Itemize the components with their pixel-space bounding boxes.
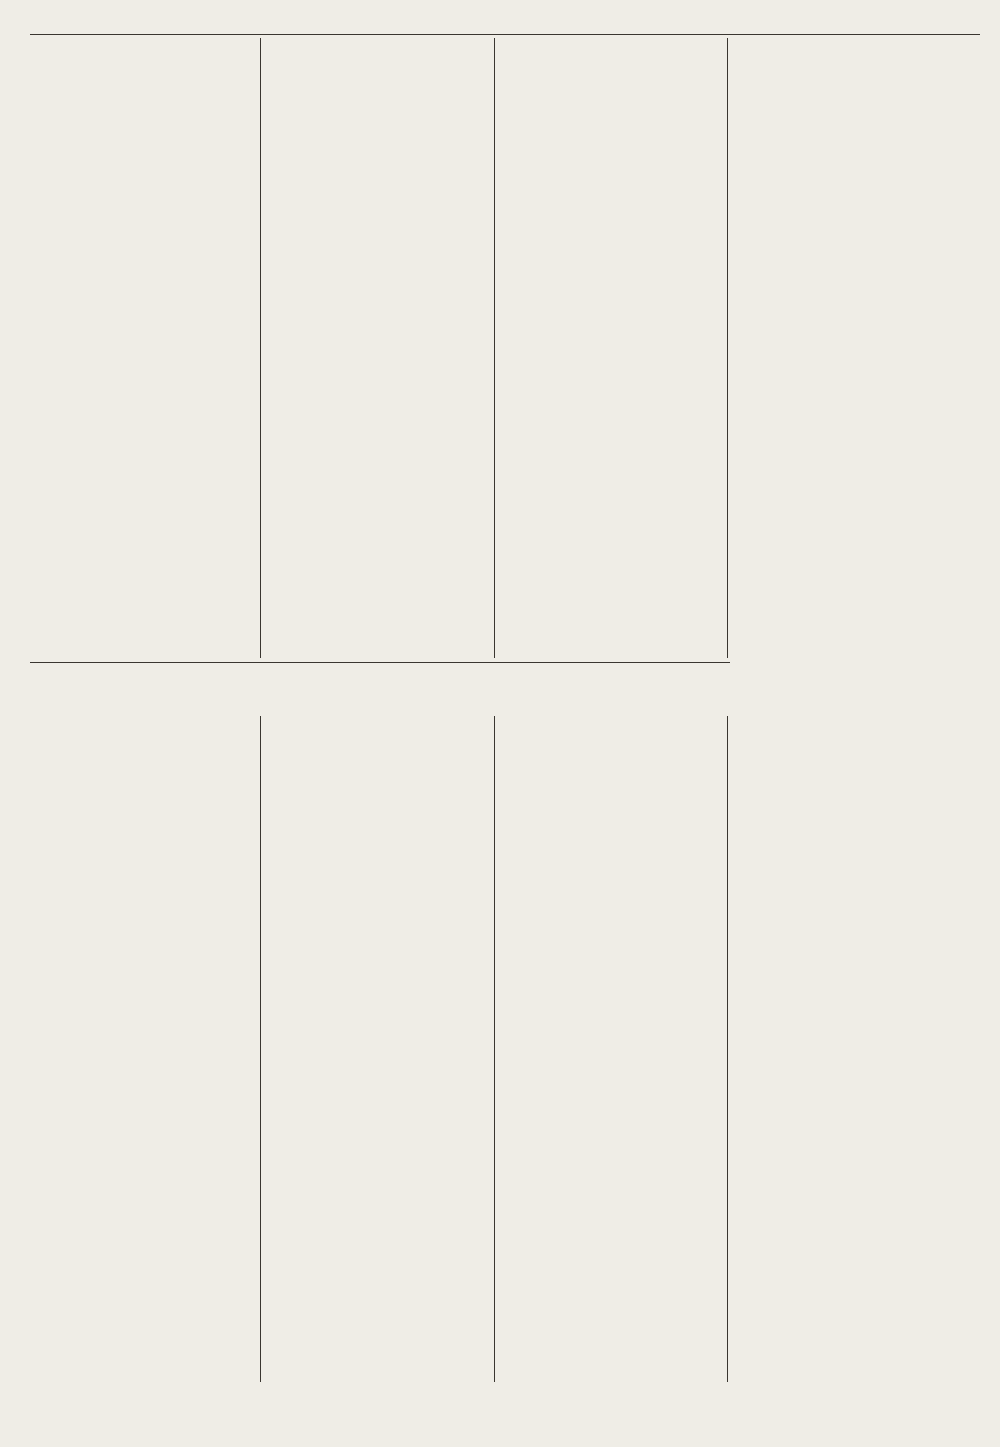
header-rule: [30, 34, 980, 35]
column-divider: [260, 716, 261, 1382]
bottom-column-1: [30, 716, 258, 1382]
top-column-1: [30, 40, 258, 658]
section-rule: [30, 662, 730, 663]
column-divider: [494, 716, 495, 1382]
bottom-column-2: [264, 716, 492, 1382]
column-divider: [727, 38, 728, 658]
column-divider: [260, 38, 261, 658]
top-column-4: [731, 40, 965, 658]
bottom-column-3: [497, 716, 725, 1382]
top-column-3: [497, 40, 725, 658]
page-header: [30, 6, 980, 30]
bottom-column-4: [731, 716, 965, 1382]
column-divider: [494, 38, 495, 658]
column-divider: [727, 716, 728, 1382]
top-column-2: [264, 40, 492, 658]
